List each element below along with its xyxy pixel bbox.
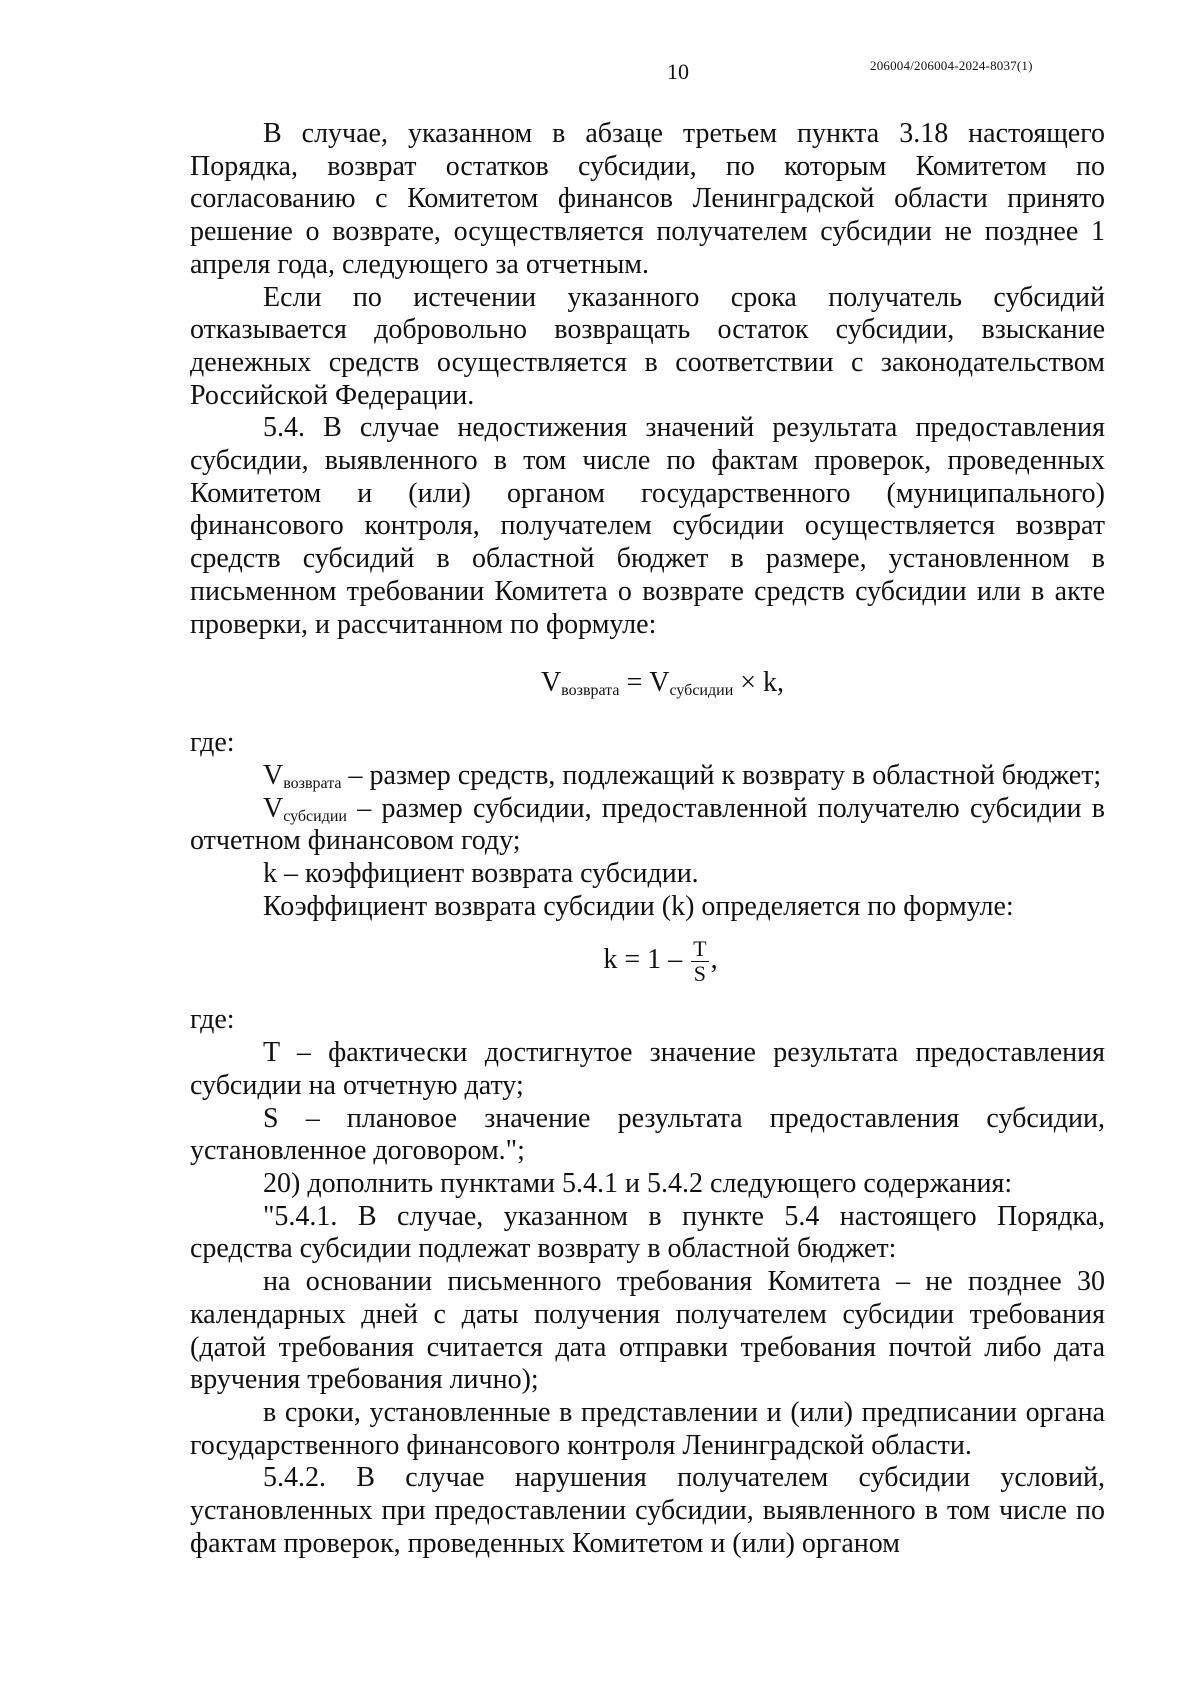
symbol-v-subsidy-subscript: субсидии <box>283 807 347 825</box>
definition-v-subsidy <box>190 793 1105 858</box>
formula-lhs-subscript: возврата <box>561 682 620 700</box>
symbol-v-return-subscript: возврата <box>283 774 342 792</box>
formula-return-volume <box>190 665 1105 701</box>
formula-rhs-subscript: субсидии <box>669 682 734 700</box>
definition-v-return-text: – размер средств, подлежащий к возврату в областной бюджет; <box>341 759 1102 791</box>
definition-t: T – фактически достигнутое значение результата предоставления субсидии на отчетную дату; <box>190 1037 1105 1101</box>
document-reference: 206004/206004-2024-8037(1) <box>870 58 1033 73</box>
symbol-v: V <box>263 792 284 824</box>
where-label: где: <box>190 727 235 759</box>
formula-tail: × k, <box>733 667 785 699</box>
paragraph-5-4-1-written-demand: на основании письменного требования Комитета – не позднее 30 календарных дней с даты получения получателем субсидии требования (датой требования считается дата отправки требования почтой либо дата вручения требования лично); <box>190 1266 1105 1396</box>
fraction-denominator: S <box>693 961 707 987</box>
paragraph-5-4-1: "5.4.1. В случае, указанном в пункте 5.4 настоящего Порядка, средства субсидии подлежат возврату в областной бюджет: <box>190 1200 1105 1265</box>
formula-coefficient <box>190 937 1105 986</box>
paragraph-return-remainder: В случае, указанном в абзаце третьем пункта 3.18 настоящего Порядка, возврат остатков субсидии, по которым Комитетом по согласованию с Комитетом финансов Ленинградской области принято решение о возврате, осуществляется получателем субсидии не позднее 1 апреля года, следующего за отчетным. <box>190 118 1105 280</box>
definition-k: k – коэффициент возврата субсидии. <box>263 858 699 890</box>
fraction-numerator: T <box>693 936 707 962</box>
formula-equals: = <box>619 667 650 699</box>
formula-rhs: V <box>649 667 670 699</box>
document-body <box>190 118 1105 1560</box>
definition-s: S – плановое значение результата предоставления субсидии, установленное договором."; <box>190 1102 1105 1167</box>
symbol-v: V <box>263 759 284 791</box>
page-number: 10 <box>667 59 689 84</box>
where-label: где: <box>190 1004 235 1036</box>
paragraph-5-4-2: 5.4.2. В случае нарушения получателем субсидии условий, установленных при предоставлении субсидии, выявленного в том числе по фактам проверок, проведенных Комитетом и (или) органом <box>190 1462 1105 1559</box>
paragraph-item-20: 20) дополнить пунктами 5.4.1 и 5.4.2 следующего содержания: <box>263 1167 1013 1199</box>
paragraph-refusal: Если по истечении указанного срока получатель субсидий отказывается добровольно возвращать остаток субсидии, взыскание денежных средств осуществляется в соответствии с законодательством Российской Федерации. <box>190 281 1105 411</box>
coefficient-intro: Коэффициент возврата субсидии (k) определяется по формуле: <box>263 890 1014 922</box>
definition-v-subsidy-text: – размер субсидии, предоставленной получателю субсидии в отчетном финансовом году; <box>190 792 1105 857</box>
paragraph-5-4: 5.4. В случае недостижения значений результата предоставления субсидии, выявленного в том числе по фактам проверок, проведенных Комитетом и (или) органом государственного (муниципального) финансового контроля, получателем субсидии осуществляется возврат средств субсидий в областной бюджет в размере, установленном в письменном требовании Комитета о возврате средств субсидии или в акте проверки, и рассчитанном по формуле: <box>190 412 1105 640</box>
formula-lhs: V <box>540 667 562 699</box>
formula-k-tail: , <box>710 944 718 976</box>
definition-v-return <box>190 760 1105 793</box>
formula-k-lhs: k = 1 – <box>603 944 690 976</box>
fraction <box>691 937 708 986</box>
paragraph-5-4-1-control-terms: в сроки, установленные в представлении и (или) предписании органа государственного финансового контроля Ленинградской области. <box>190 1396 1105 1461</box>
